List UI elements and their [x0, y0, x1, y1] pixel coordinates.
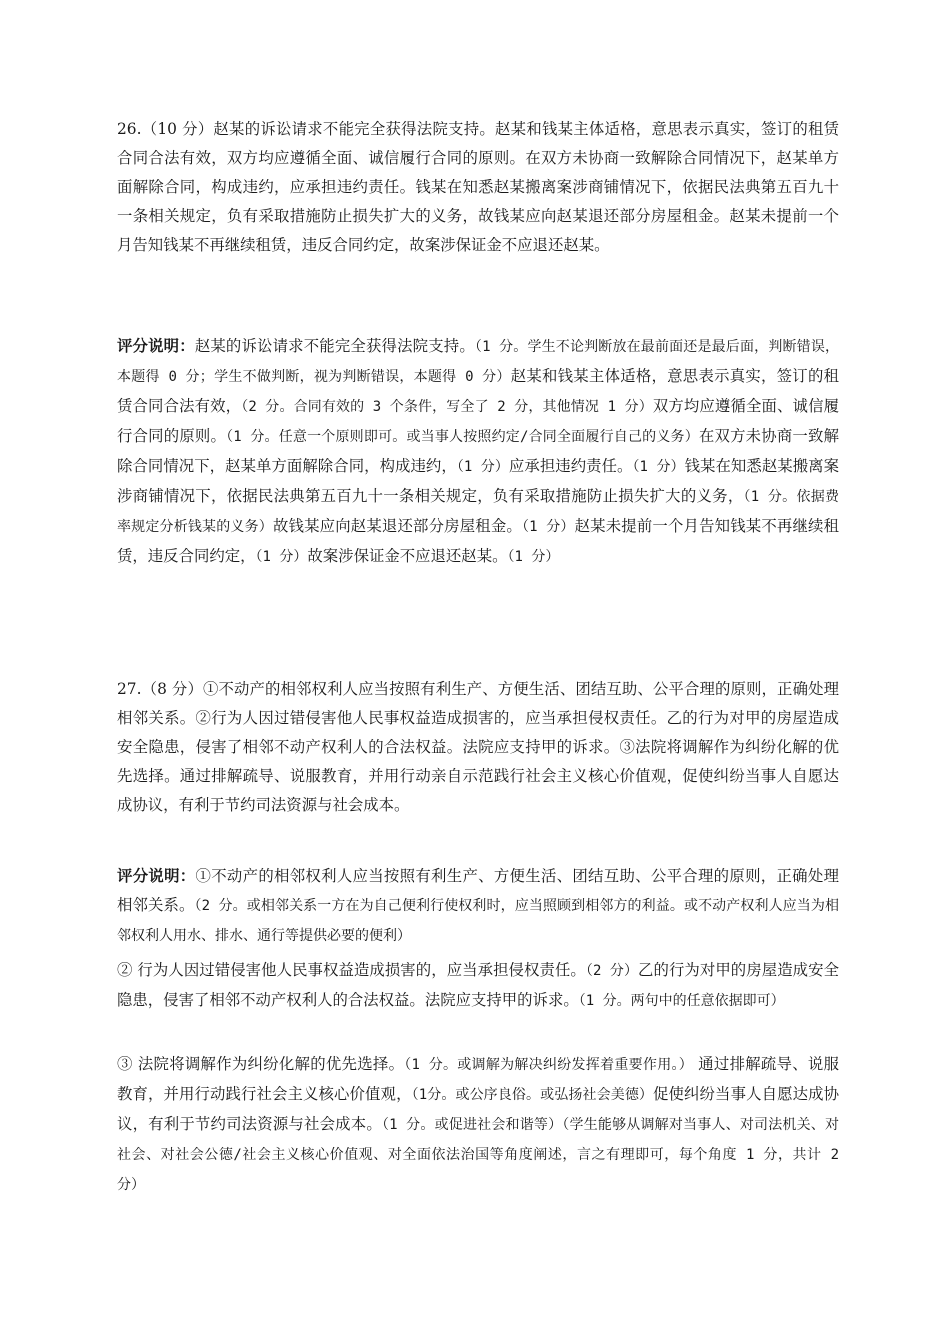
grading-note: （1 分）	[522, 519, 575, 535]
scoring-body	[117, 867, 839, 944]
grading-note: （1 分）	[255, 549, 308, 565]
grading-note: （1 分。依据费率规定分析钱某的义务）	[117, 489, 839, 535]
grading-note: （2 分）	[585, 963, 639, 979]
scoring-body	[117, 337, 839, 565]
answer-point: 钱某在知悉赵某搬离案涉商铺情况下，依据民法典第五百九十一条相关规定，负有采取措施防止损失扩大的义务，	[117, 457, 840, 505]
scoring-label: 评分说明：	[117, 337, 195, 355]
grading-note: （1分。或公序良俗。或弘扬社会美德）	[411, 1087, 654, 1103]
scoring-note-27	[117, 862, 839, 951]
question-26-answer: 26.（10 分）赵某的诉讼请求不能完全获得法院支持。赵某和钱某主体适格，意思表示真实，签订的租赁合同合法有效，双方均应遵循全面、诚信履行合同的原则。在双方未协商一致解除合同情况下，赵某单方面解除合同，构成违约，应承担违约责任。钱某在知悉赵某搬离案涉商铺情况下，依据民法典第五百九十一条相关规定，负有采取措施防止损失扩大的义务，故钱某应向赵某退还部分房屋租金。赵某未提前一个月告知钱某不再继续租赁，违反合同约定，故案涉保证金不应退还赵某。	[117, 120, 839, 254]
grading-note: （1 分。任意一个原则即可。或当事人按照约定/合同全面履行自己的义务）	[226, 429, 699, 445]
answer-point: ③ 法院将调解作为纠纷化解的优先选择。	[117, 1055, 405, 1073]
answer-point: ② 行为人因过错侵害他人民事权益造成损害的，应当承担侵权责任。	[117, 961, 586, 979]
answer-point: 双方均应遵循全面、诚信履行合同的原则。	[117, 397, 839, 445]
answer-point: ①不动产的相邻权利人应当按照有利生产、方便生活、团结互助、公平合理的原则，正确处理相邻关系。	[117, 867, 839, 914]
grading-note: （1 分。学生不论判断放在最前面还是最后面，判断错误，本题得 0 分；学生不做判断，视为判断错误，本题得 0 分）	[117, 339, 839, 385]
answer-point: 故案涉保证金不应退还赵某。	[307, 547, 508, 565]
answer-point: 乙的行为对甲的房屋造成安全隐患，侵害了相邻不动产权利人的合法权益。法院应支持甲的诉求。	[117, 961, 839, 1009]
grading-note: （1 分）	[632, 459, 685, 475]
grading-note: （1 分）	[507, 549, 560, 565]
scoring-note-27-item-2	[117, 956, 839, 1016]
scoring-label: 评分说明：	[117, 867, 196, 885]
answer-point: 在双方未协商一致解除合同情况下，赵某单方面解除合同，构成违约，	[117, 427, 839, 475]
grading-note: （2 分。或相邻关系一方在为自己便利行使权利时，应当照顾到相邻方的利益。或不动产权利人应当为相邻权利人用水、排水、通行等提供必要的便利）	[117, 898, 839, 944]
question-27-answer: 27.（8 分）①不动产的相邻权利人应当按照有利生产、方便生活、团结互助、公平合理的原则，正确处理相邻关系。②行为人因过错侵害他人民事权益造成损害的，应当承担侵权责任。乙的行为对甲的房屋造成安全隐患，侵害了相邻不动产权利人的合法权益。法院应支持甲的诉求。③法院将调解作为纠纷化解的优先选择。通过排解疏导、说服教育，并用行动亲自示范践行社会主义核心价值观，促使纠纷当事人自愿达成协议，有利于节约司法资源与社会成本。	[117, 680, 839, 814]
answer-point: 通过排解疏导、说服教育，并用行动践行社会主义核心价值观，	[117, 1055, 839, 1103]
grading-note: （1 分。或调解为解决纠纷发挥着重要作用。）	[404, 1057, 694, 1073]
answer-point: 赵某的诉讼请求不能完全获得法院支持。	[194, 337, 475, 355]
scoring-body	[117, 1055, 839, 1193]
grading-note: （2 分。合同有效的 3 个条件，写全了 2 分，其他情况 1 分）	[241, 399, 653, 415]
answer-point: 赵某未提前一个月告知钱某不再继续租赁，违反合同约定，	[117, 517, 840, 565]
grading-note: （1 分）	[456, 459, 509, 475]
scoring-note-27-item-3	[117, 1050, 839, 1200]
grading-note: （1 分。或促进社会和谐等）（学生能够从调解对当事人、对司法机关、对社会、对社会公德/社会主义核心价值观、对全面依法治国等角度阐述，言之有理即可，每个角度 1 分，共计 2 分）	[117, 1117, 839, 1193]
answer-point: 赵某和钱某主体适格，意思表示真实，签订的租赁合同合法有效，	[117, 367, 839, 415]
scoring-body	[117, 961, 839, 1009]
answer-point: 促使纠纷当事人自愿达成协议，有利于节约司法资源与社会成本。	[117, 1085, 839, 1133]
scoring-note-26	[117, 332, 839, 572]
grading-note: （1 分。两句中的任意依据即可）	[578, 993, 785, 1009]
answer-point: 应承担违约责任。	[508, 457, 633, 475]
answer-point: 故钱某应向赵某退还部分房屋租金。	[272, 517, 522, 535]
